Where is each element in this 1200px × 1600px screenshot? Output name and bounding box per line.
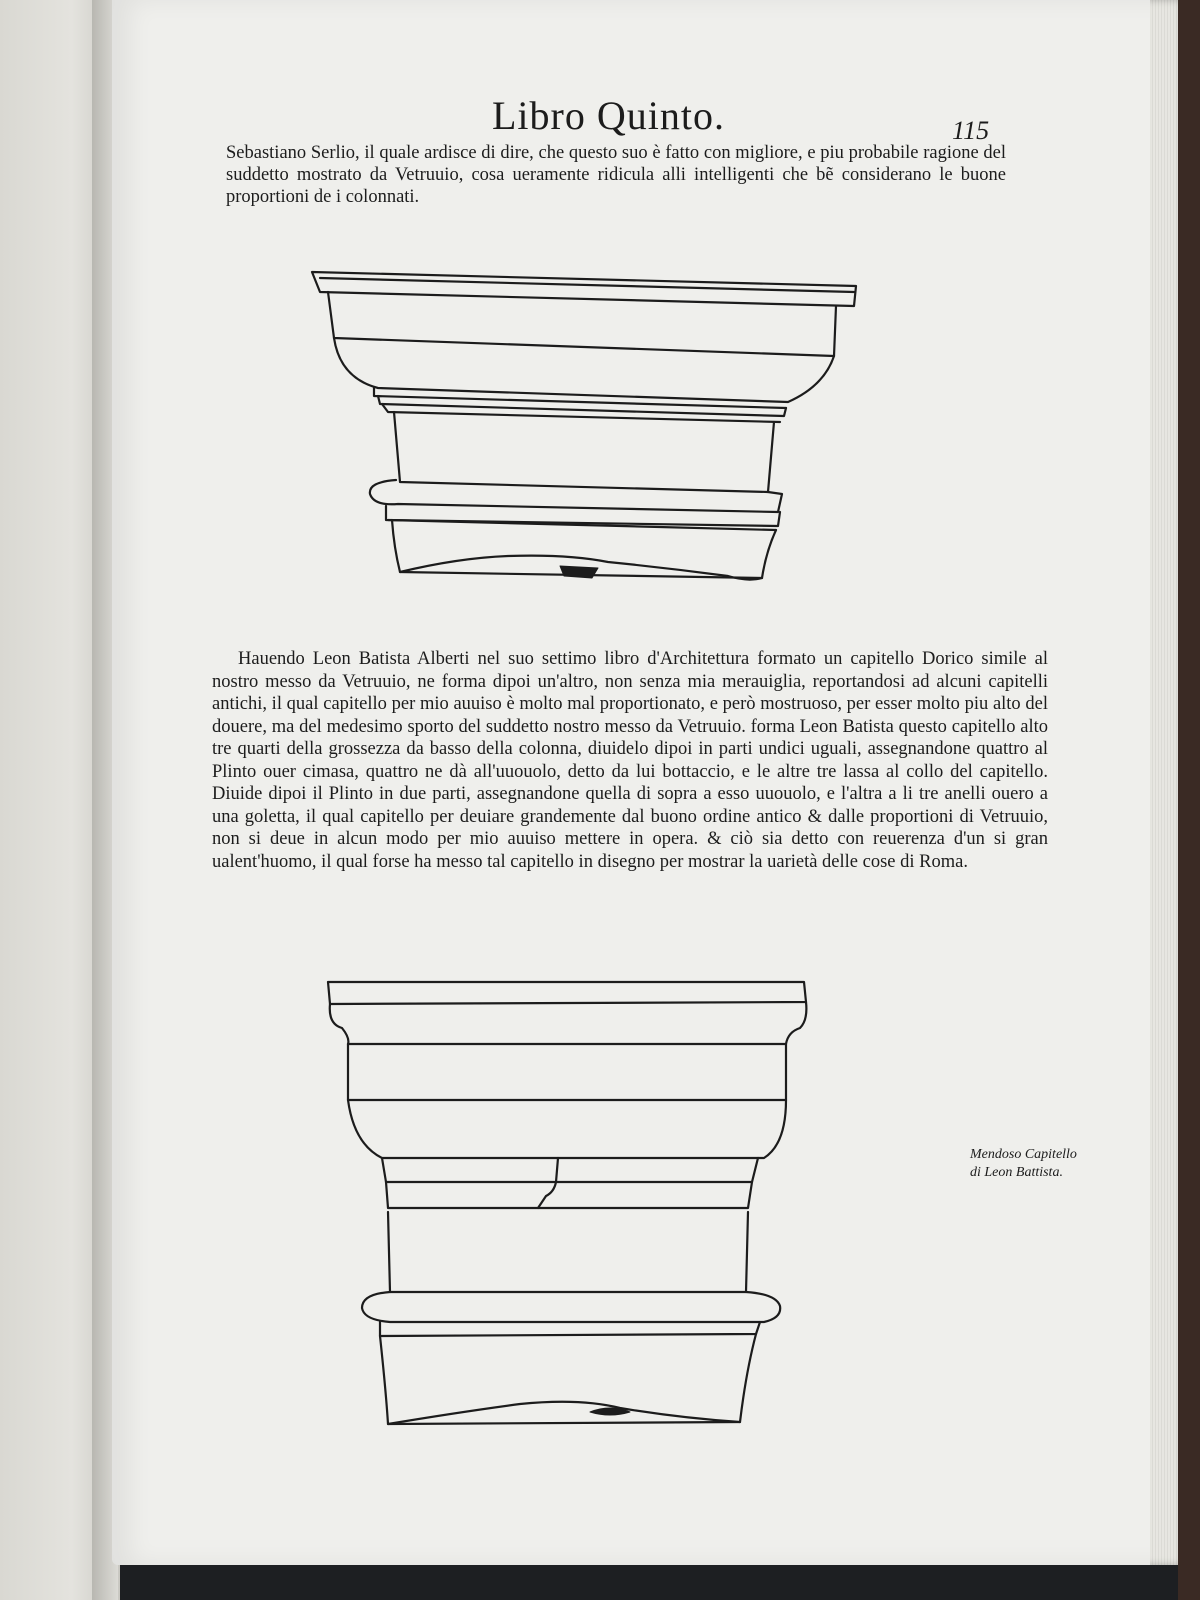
ring-fillet: [386, 506, 780, 526]
annulet-break: [538, 1182, 556, 1208]
margin-note: Mendoso Capitello di Leon Battista.: [970, 1147, 1077, 1180]
plinth-block: [348, 1044, 786, 1100]
echinus: [348, 1100, 786, 1158]
running-title: Libro Quinto.: [492, 93, 725, 138]
first-capital-figure: [308, 268, 868, 598]
annulet-2: [386, 1182, 752, 1208]
shaft: [380, 1334, 756, 1424]
neck: [394, 412, 774, 492]
torus-ring: [370, 480, 782, 512]
shaft-break: [388, 1402, 740, 1424]
doric-capital-drawing: [308, 268, 868, 598]
ring-fillet: [380, 1322, 760, 1336]
abacus-block: [328, 292, 836, 356]
annulet-band: [382, 1158, 758, 1182]
cover-edge: [1178, 0, 1200, 1600]
book-page: [112, 0, 1172, 1565]
alberti-capital-drawing: [320, 972, 840, 1462]
body-paragraph: Hauendo Leon Batista Alberti nel suo settimo libro d'Architettura formato un capitello Dorico simile al nostro messo da Vetruuio, ne forma dipoi un'altro, non senza mia merauiglia, reportandosi ad alcuni capitelli antichi, il qual capitello per mio auuiso è molto mal proportionato, e però mostruoso, per esser molto piu alto del douere, ma del medesimo sporto del suddetto nostro messo da Vetruuio. forma Leon Batista questo capitello alto tre quarti della grossezza da basso della colonna, diuidelo dipoi in parti undici uguali, assegnandone quattro al Plinto ouer cimasa, quattro ne dà all'uuouolo, detto da lui bottaccio, e le altre tre lassa al collo del capitello. Diuide dipoi il Plinto in due parti, assegnandone quella di sopra a esso uuouolo, e l'altra a li tre anelli ouero a una goletta, il qual capitello per deuiare grandemente dal buono ordine antico & dalle proportioni di Vetruuio, non si deue in alcun modo per mio auuiso mettere in opera. & ciò sia detto con reuerenza d'un si gran ualent'huomo, il qual forse ha messo tal capitello in disegno per mostrar la uarietà delle cose di Roma.: [212, 649, 1048, 872]
second-capital-figure: [320, 972, 840, 1462]
page-number: 115: [952, 116, 990, 145]
page-content: [112, 0, 1172, 1565]
opening-paragraph: Sebastiano Serlio, il quale ardisce di dire, che questo suo è fatto con migliore, e piu probabile ragione del suddetto mostrato da Vetruuio, cosa ueramente ridicula alli intelligenti che bẽ considerano le buone proportioni de i colonnati.: [226, 143, 1006, 207]
torus-ring: [362, 1292, 780, 1322]
annulet-line: [556, 1158, 558, 1182]
plinth-top: [328, 982, 806, 1004]
cymatium: [330, 1002, 807, 1044]
break-mark: [560, 566, 598, 578]
neck: [388, 1212, 748, 1292]
